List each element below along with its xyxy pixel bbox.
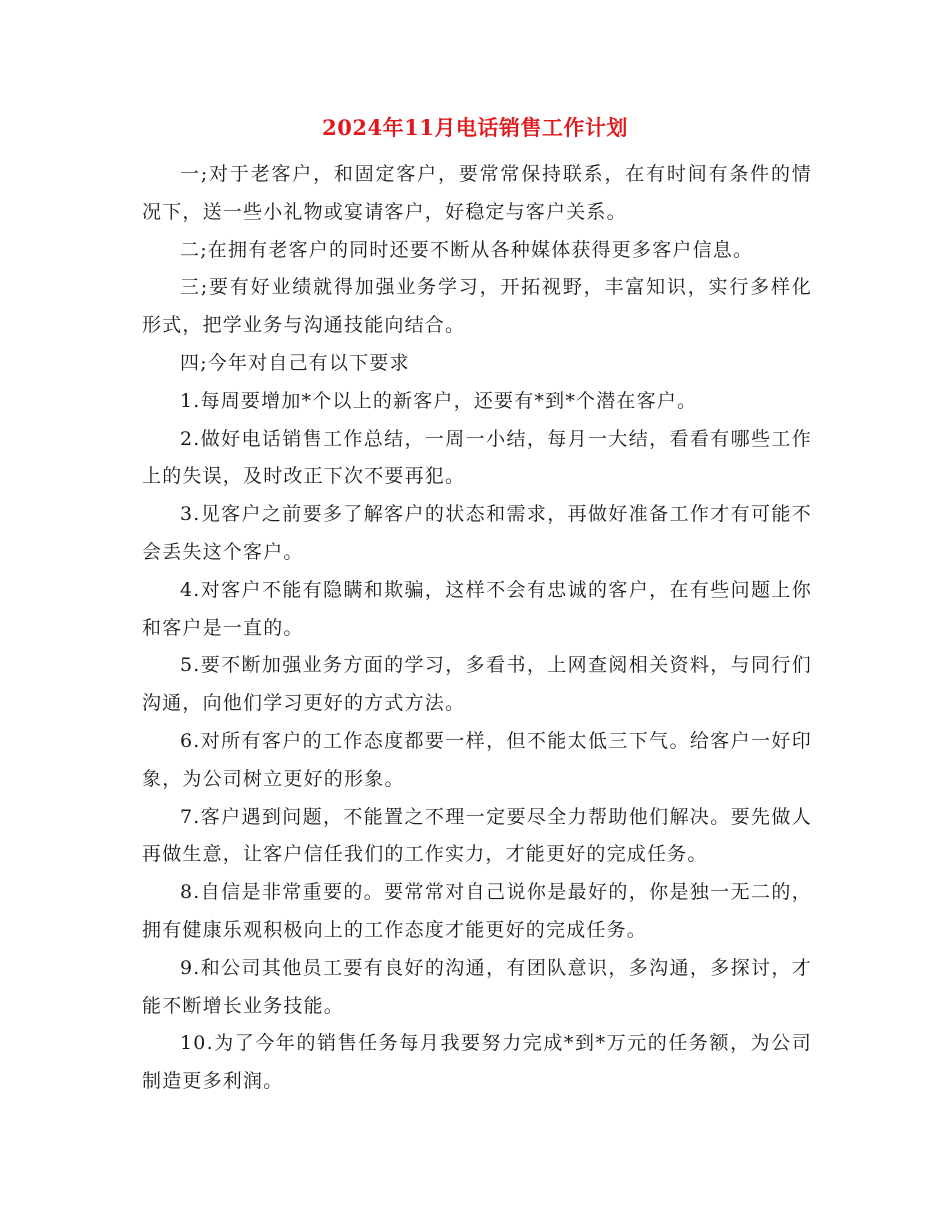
- list-item-2: 2.做好电话销售工作总结，一周一小结，每月一大结，看看有哪些工作上的失误，及时改正下次不要再犯。: [142, 427, 812, 488]
- paragraph-new-customer-info: 二;在拥有老客户的同时还要不断从各种媒体获得更多客户信息。: [180, 238, 754, 261]
- document-body: [142, 156, 812, 1101]
- list-item-8: 8.自信是非常重要的。要常常对自己说你是最好的，你是独一无二的，拥有健康乐观积极向上的工作态度才能更好的完成任务。: [142, 881, 812, 941]
- list-item-10: 10.为了今年的销售任务每月我要努力完成*到*万元的任务额，为公司制造更多利润。: [142, 1032, 812, 1093]
- paragraph-business-study: 三;要有好业绩就得加强业务学习，开拓视野，丰富知识，实行多样化形式，把学业务与沟通技能向结合。: [142, 276, 812, 337]
- document-title: 2024年11月电话销售工作计划: [322, 115, 628, 140]
- list-item-4: 4.对客户不能有隐瞒和欺骗，这样不会有忠诚的客户，在有些问题上你和客户是一直的。: [142, 578, 812, 639]
- list-item-5: 5.要不断加强业务方面的学习，多看书，上网查阅相关资料，与同行们沟通，向他们学习更好的方式方法。: [142, 654, 812, 715]
- list-item-6: 6.对所有客户的工作态度都要一样，但不能太低三下气。给客户一好印象，为公司树立更好的形象。: [142, 729, 812, 790]
- list-item-9: 9.和公司其他员工要有良好的沟通，有团队意识，多沟通，多探讨，才能不断增长业务技能。: [142, 956, 812, 1017]
- list-item-1: 1.每周要增加*个以上的新客户，还要有*到*个潜在客户。: [180, 389, 698, 412]
- list-item-3: 3.见客户之前要多了解客户的状态和需求，再做好准备工作才有可能不会丢失这个客户。: [142, 503, 812, 563]
- paragraph-requirements-heading: 四;今年对自己有以下要求: [180, 351, 410, 374]
- paragraph-old-customers: 一;对于老客户，和固定客户，要常常保持联系，在有时间有条件的情况下，送一些小礼物或宴请客户，好稳定与客户关系。: [142, 163, 812, 223]
- list-item-7: 7.客户遇到问题，不能置之不理一定要尽全力帮助他们解决。要先做人再做生意，让客户信任我们的工作实力，才能更好的完成任务。: [142, 805, 812, 866]
